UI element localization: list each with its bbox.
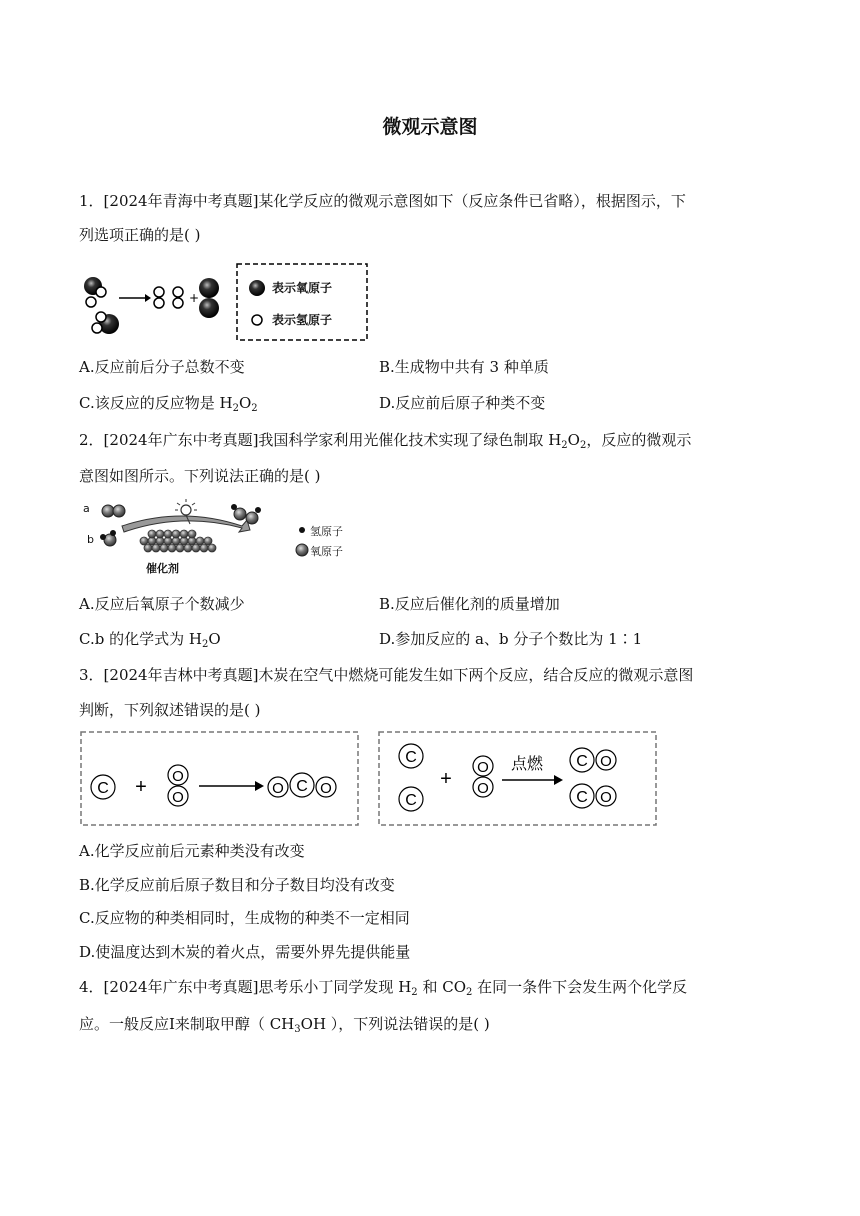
carbon-atom-label: C xyxy=(405,792,417,809)
q2-stem-line2: 意图如图所示。下列说法正确的是( ) xyxy=(79,467,321,485)
carbon-atom-label: C xyxy=(576,753,588,770)
q4-stem-line1: 4．[2024年广东中考真题]思考乐小丁同学发现 $H_2$ 和 $CO_2$ 在同一条件下会发生两个化学反 xyxy=(79,978,688,998)
q2-molecule-a xyxy=(102,505,125,517)
page-title: 微观示意图 xyxy=(382,116,478,138)
q2-option-a[interactable]: A.反应后氧原子个数减少 xyxy=(79,595,245,613)
svg-text:+: + xyxy=(189,291,200,305)
q3-option-a[interactable]: A.化学反应前后元素种类没有改变 xyxy=(79,842,305,860)
carbon-atom-label: C xyxy=(296,778,308,795)
plus-sign: + xyxy=(135,776,147,798)
oxygen-atom-label: O xyxy=(600,789,612,806)
q2-legend-hydrogen: 氢原子 xyxy=(310,525,343,538)
q2-catalyst-label: 催化剂 xyxy=(146,562,179,575)
q1-legend-oxygen: 表示氧原子 xyxy=(272,281,333,295)
q1-reactant-molecules xyxy=(84,277,119,334)
q1-option-c[interactable]: C.该反应的反应物是 $H_2O_2$ xyxy=(79,394,258,414)
carbon-atom-label: C xyxy=(405,749,417,766)
q2-option-b[interactable]: B.反应后催化剂的质量增加 xyxy=(379,595,560,613)
q3-stem-line2: 判断，下列叙述错误的是( ) xyxy=(79,701,261,719)
oxygen-atom-label: O xyxy=(172,789,184,806)
carbon-atom-label: C xyxy=(576,789,588,806)
q2-catalyst xyxy=(122,516,250,552)
oxygen-atom-label: O xyxy=(477,780,489,797)
q2-legend-oxygen: 氧原子 xyxy=(310,545,343,558)
q2-stem-line1: 2．[2024年广东中考真题]我国科学家利用光催化技术实现了绿色制取 $H_2O_2$，反应的微观示 xyxy=(79,431,692,451)
q1-option-a[interactable]: A.反应前后分子总数不变 xyxy=(79,358,245,376)
oxygen-atom-label: O xyxy=(272,780,284,797)
q1-legend-box xyxy=(237,264,367,340)
q1-option-b[interactable]: B.生成物中共有 3 种单质 xyxy=(379,358,549,376)
oxygen-atom-icon xyxy=(249,280,265,296)
hydrogen-atom-icon xyxy=(252,315,262,325)
q2-option-c[interactable]: C.b 的化学式为 $H_2O$ xyxy=(79,630,221,650)
q3-reaction-1 xyxy=(81,732,358,825)
plus-sign: + xyxy=(440,768,452,790)
q1-arrow xyxy=(119,294,151,302)
q1-product-molecules xyxy=(154,278,219,318)
oxygen-atom-label: O xyxy=(477,759,489,776)
q1-legend-hydrogen: 表示氢原子 xyxy=(272,313,333,327)
q4-stem-line2: 应。一般反应I来制取甲醇（ $CH_3OH$ ），下列说法错误的是( ) xyxy=(79,1015,490,1035)
q3-reaction-2 xyxy=(379,732,656,825)
q2-option-d[interactable]: D.参加反应的 a、b 分子个数比为 1∶1 xyxy=(379,630,643,648)
q1-stem-line2: 列选项正确的是( ) xyxy=(79,226,201,244)
q1-stem-line1: 1．[2024年青海中考真题]某化学反应的微观示意图如下（反应条件已省略），根据图示，下 xyxy=(79,192,686,210)
q3-stem-line1: 3．[2024年吉林中考真题]木炭在空气中燃烧可能发生如下两个反应，结合反应的微观示意图 xyxy=(79,666,694,684)
q3-reaction-diagrams xyxy=(79,730,661,828)
carbon-atom-label: C xyxy=(97,780,109,797)
oxygen-atom-icon xyxy=(296,544,308,556)
q3-option-d[interactable]: D.使温度达到木炭的着火点，需要外界先提供能量 xyxy=(79,943,411,961)
oxygen-atom-label: O xyxy=(320,780,332,797)
q3-option-b[interactable]: B.化学反应前后原子数目和分子数目均没有改变 xyxy=(79,876,395,894)
oxygen-atom-label: O xyxy=(600,753,612,770)
q2-label-a: a xyxy=(83,502,90,515)
ignite-condition-label: 点燃 xyxy=(510,754,544,773)
hydrogen-atom-icon xyxy=(299,527,305,533)
q1-option-d[interactable]: D.反应前后原子种类不变 xyxy=(379,394,546,412)
q3-option-c[interactable]: C.反应物的种类相同时，生成物的种类不一定相同 xyxy=(79,909,410,927)
q1-reaction-diagram xyxy=(79,260,369,344)
oxygen-atom-label: O xyxy=(172,768,184,785)
q2-molecule-b xyxy=(100,530,116,546)
q2-label-b: b xyxy=(87,533,94,546)
